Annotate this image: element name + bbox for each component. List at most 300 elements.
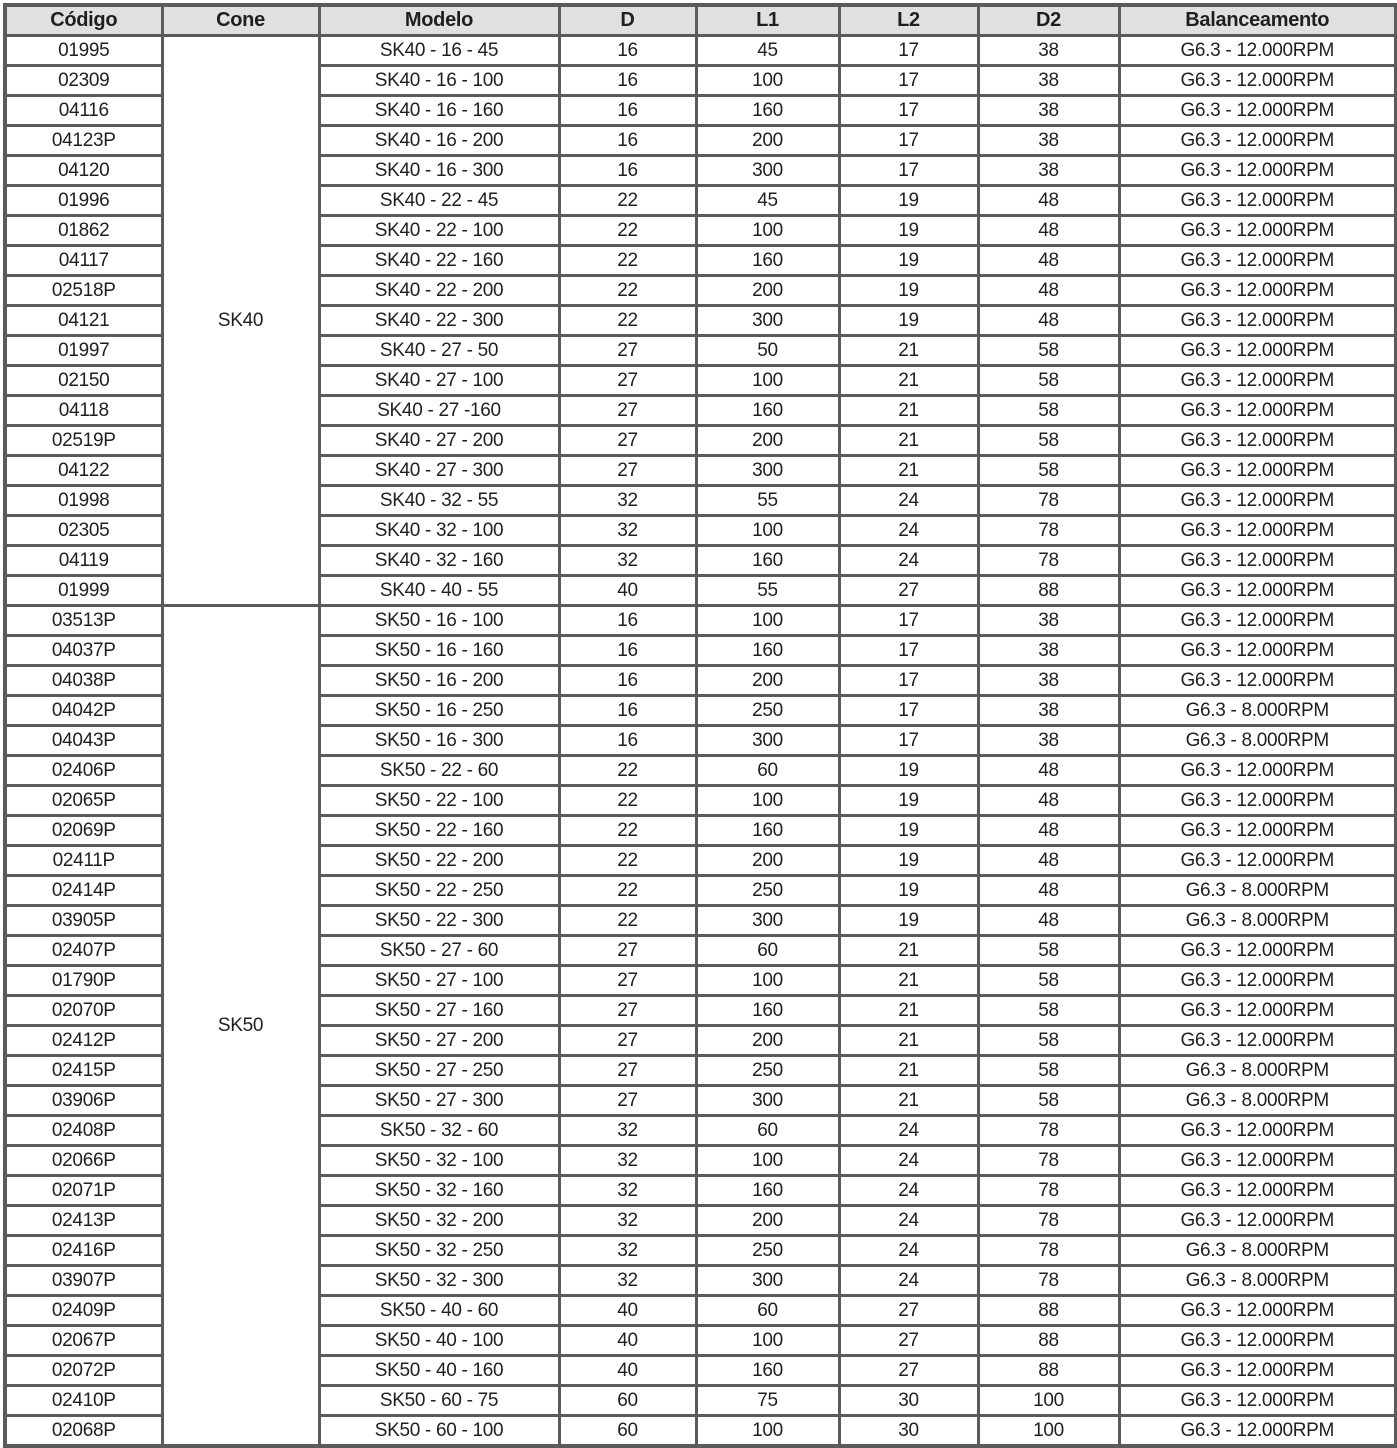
d-cell: 27 — [559, 1026, 696, 1056]
modelo-cell: SK50 - 22 - 250 — [319, 876, 559, 906]
codigo-cell: 02412P — [5, 1026, 162, 1056]
balanceamento-cell: G6.3 - 12.000RPM — [1119, 966, 1396, 996]
d-cell: 32 — [559, 1116, 696, 1146]
l1-cell: 300 — [696, 1086, 839, 1116]
balanceamento-cell: G6.3 - 8.000RPM — [1119, 876, 1396, 906]
l1-cell: 55 — [696, 576, 839, 606]
codigo-cell: 03906P — [5, 1086, 162, 1116]
codigo-cell: 02410P — [5, 1386, 162, 1416]
balanceamento-cell: G6.3 - 12.000RPM — [1119, 1146, 1396, 1176]
codigo-cell: 02067P — [5, 1326, 162, 1356]
d-cell: 27 — [559, 996, 696, 1026]
l2-cell: 24 — [839, 546, 978, 576]
d-cell: 22 — [559, 786, 696, 816]
d-cell: 16 — [559, 36, 696, 66]
codigo-cell: 02518P — [5, 276, 162, 306]
l2-cell: 19 — [839, 816, 978, 846]
balanceamento-cell: G6.3 - 12.000RPM — [1119, 1026, 1396, 1056]
d-cell: 32 — [559, 1176, 696, 1206]
balanceamento-cell: G6.3 - 12.000RPM — [1119, 1416, 1396, 1447]
l2-cell: 19 — [839, 246, 978, 276]
d-cell: 40 — [559, 1326, 696, 1356]
d-cell: 32 — [559, 1206, 696, 1236]
codigo-cell: 01862 — [5, 216, 162, 246]
l1-cell: 100 — [696, 1146, 839, 1176]
d2-cell: 78 — [978, 546, 1119, 576]
l1-cell: 60 — [696, 1296, 839, 1326]
l1-cell: 160 — [696, 636, 839, 666]
d2-cell: 48 — [978, 756, 1119, 786]
codigo-cell: 04123P — [5, 126, 162, 156]
balanceamento-cell: G6.3 - 12.000RPM — [1119, 1326, 1396, 1356]
d2-cell: 100 — [978, 1386, 1119, 1416]
l1-cell: 160 — [696, 1356, 839, 1386]
balanceamento-cell: G6.3 - 12.000RPM — [1119, 786, 1396, 816]
l2-cell: 24 — [839, 486, 978, 516]
codigo-cell: 04117 — [5, 246, 162, 276]
balanceamento-cell: G6.3 - 12.000RPM — [1119, 306, 1396, 336]
d2-cell: 78 — [978, 1176, 1119, 1206]
l2-cell: 21 — [839, 336, 978, 366]
l2-cell: 24 — [839, 1236, 978, 1266]
l2-cell: 17 — [839, 96, 978, 126]
d-cell: 22 — [559, 846, 696, 876]
codigo-cell: 01999 — [5, 576, 162, 606]
d2-cell: 88 — [978, 1356, 1119, 1386]
modelo-cell: SK50 - 32 - 300 — [319, 1266, 559, 1296]
table-row — [5, 36, 1396, 66]
codigo-cell: 01995 — [5, 36, 162, 66]
l2-cell: 24 — [839, 1176, 978, 1206]
balanceamento-cell: G6.3 - 12.000RPM — [1119, 546, 1396, 576]
l1-cell: 200 — [696, 846, 839, 876]
modelo-cell: SK50 - 27 - 200 — [319, 1026, 559, 1056]
balanceamento-cell: G6.3 - 12.000RPM — [1119, 1386, 1396, 1416]
modelo-cell: SK40 - 27 - 50 — [319, 336, 559, 366]
l2-cell: 21 — [839, 936, 978, 966]
modelo-cell: SK50 - 27 - 60 — [319, 936, 559, 966]
codigo-cell: 04038P — [5, 666, 162, 696]
codigo-cell: 02413P — [5, 1206, 162, 1236]
d-cell: 22 — [559, 186, 696, 216]
modelo-cell: SK50 - 16 - 100 — [319, 606, 559, 636]
d2-cell: 78 — [978, 1266, 1119, 1296]
codigo-cell: 04116 — [5, 96, 162, 126]
codigo-cell: 02519P — [5, 426, 162, 456]
d2-cell: 88 — [978, 576, 1119, 606]
l2-cell: 19 — [839, 756, 978, 786]
balanceamento-cell: G6.3 - 12.000RPM — [1119, 336, 1396, 366]
l1-cell: 50 — [696, 336, 839, 366]
d2-cell: 38 — [978, 636, 1119, 666]
modelo-cell: SK50 - 16 - 160 — [319, 636, 559, 666]
d-cell: 40 — [559, 1296, 696, 1326]
l2-cell: 19 — [839, 306, 978, 336]
modelo-cell: SK40 - 22 - 160 — [319, 246, 559, 276]
d-cell: 16 — [559, 66, 696, 96]
codigo-cell: 04121 — [5, 306, 162, 336]
codigo-cell: 02416P — [5, 1236, 162, 1266]
d2-cell: 48 — [978, 246, 1119, 276]
balanceamento-cell: G6.3 - 12.000RPM — [1119, 366, 1396, 396]
l1-cell: 100 — [696, 516, 839, 546]
modelo-cell: SK50 - 40 - 100 — [319, 1326, 559, 1356]
d2-cell: 38 — [978, 96, 1119, 126]
l1-cell: 300 — [696, 726, 839, 756]
balanceamento-cell: G6.3 - 12.000RPM — [1119, 1296, 1396, 1326]
l2-cell: 24 — [839, 1266, 978, 1296]
d-cell: 32 — [559, 1266, 696, 1296]
l2-cell: 19 — [839, 846, 978, 876]
l1-cell: 200 — [696, 126, 839, 156]
l2-cell: 17 — [839, 126, 978, 156]
modelo-cell: SK50 - 32 - 160 — [319, 1176, 559, 1206]
balanceamento-cell: G6.3 - 8.000RPM — [1119, 1056, 1396, 1086]
modelo-cell: SK40 - 16 - 45 — [319, 36, 559, 66]
l2-cell: 17 — [839, 606, 978, 636]
l2-cell: 17 — [839, 666, 978, 696]
balanceamento-cell: G6.3 - 12.000RPM — [1119, 666, 1396, 696]
header-d2: D2 — [978, 5, 1119, 36]
balanceamento-cell: G6.3 - 12.000RPM — [1119, 1356, 1396, 1386]
l2-cell: 27 — [839, 1356, 978, 1386]
l1-cell: 45 — [696, 186, 839, 216]
balanceamento-cell: G6.3 - 12.000RPM — [1119, 426, 1396, 456]
modelo-cell: SK50 - 22 - 300 — [319, 906, 559, 936]
l2-cell: 24 — [839, 1116, 978, 1146]
d-cell: 27 — [559, 1056, 696, 1086]
codigo-cell: 04119 — [5, 546, 162, 576]
codigo-cell: 02409P — [5, 1296, 162, 1326]
l2-cell: 19 — [839, 216, 978, 246]
balanceamento-cell: G6.3 - 12.000RPM — [1119, 186, 1396, 216]
l1-cell: 60 — [696, 936, 839, 966]
modelo-cell: SK50 - 27 - 250 — [319, 1056, 559, 1086]
d-cell: 22 — [559, 306, 696, 336]
codigo-cell: 02415P — [5, 1056, 162, 1086]
l1-cell: 160 — [696, 996, 839, 1026]
d-cell: 22 — [559, 906, 696, 936]
l1-cell: 160 — [696, 396, 839, 426]
modelo-cell: SK40 - 27 -160 — [319, 396, 559, 426]
codigo-cell: 04037P — [5, 636, 162, 666]
l1-cell: 100 — [696, 66, 839, 96]
d-cell: 16 — [559, 156, 696, 186]
d-cell: 16 — [559, 96, 696, 126]
codigo-cell: 03907P — [5, 1266, 162, 1296]
balanceamento-cell: G6.3 - 12.000RPM — [1119, 66, 1396, 96]
balanceamento-cell: G6.3 - 12.000RPM — [1119, 816, 1396, 846]
l1-cell: 250 — [696, 696, 839, 726]
l1-cell: 100 — [696, 1326, 839, 1356]
codigo-cell: 02066P — [5, 1146, 162, 1176]
d2-cell: 38 — [978, 606, 1119, 636]
l1-cell: 200 — [696, 1206, 839, 1236]
header-l1: L1 — [696, 5, 839, 36]
d-cell: 22 — [559, 756, 696, 786]
balanceamento-cell: G6.3 - 12.000RPM — [1119, 216, 1396, 246]
balanceamento-cell: G6.3 - 12.000RPM — [1119, 486, 1396, 516]
codigo-cell: 02407P — [5, 936, 162, 966]
d-cell: 16 — [559, 126, 696, 156]
d2-cell: 58 — [978, 426, 1119, 456]
l1-cell: 45 — [696, 36, 839, 66]
modelo-cell: SK40 - 32 - 100 — [319, 516, 559, 546]
d-cell: 22 — [559, 246, 696, 276]
modelo-cell: SK50 - 22 - 160 — [319, 816, 559, 846]
d2-cell: 38 — [978, 66, 1119, 96]
l2-cell: 19 — [839, 786, 978, 816]
d-cell: 27 — [559, 366, 696, 396]
d2-cell: 58 — [978, 936, 1119, 966]
l2-cell: 24 — [839, 1206, 978, 1236]
modelo-cell: SK50 - 27 - 100 — [319, 966, 559, 996]
product-spec-table — [3, 3, 1397, 1448]
d-cell: 32 — [559, 1146, 696, 1176]
balanceamento-cell: G6.3 - 12.000RPM — [1119, 846, 1396, 876]
l1-cell: 60 — [696, 756, 839, 786]
d2-cell: 100 — [978, 1416, 1119, 1447]
l1-cell: 75 — [696, 1386, 839, 1416]
modelo-cell: SK50 - 27 - 160 — [319, 996, 559, 1026]
balanceamento-cell: G6.3 - 8.000RPM — [1119, 696, 1396, 726]
d2-cell: 48 — [978, 816, 1119, 846]
l2-cell: 21 — [839, 996, 978, 1026]
d-cell: 27 — [559, 936, 696, 966]
d2-cell: 78 — [978, 516, 1119, 546]
balanceamento-cell: G6.3 - 8.000RPM — [1119, 726, 1396, 756]
l1-cell: 200 — [696, 1026, 839, 1056]
modelo-cell: SK40 - 27 - 200 — [319, 426, 559, 456]
modelo-cell: SK40 - 22 - 45 — [319, 186, 559, 216]
l1-cell: 300 — [696, 156, 839, 186]
d-cell: 16 — [559, 606, 696, 636]
header-codigo: Código — [5, 5, 162, 36]
d-cell: 60 — [559, 1416, 696, 1447]
l1-cell: 300 — [696, 906, 839, 936]
d-cell: 27 — [559, 966, 696, 996]
d2-cell: 58 — [978, 456, 1119, 486]
balanceamento-cell: G6.3 - 12.000RPM — [1119, 276, 1396, 306]
modelo-cell: SK50 - 16 - 250 — [319, 696, 559, 726]
l2-cell: 19 — [839, 876, 978, 906]
modelo-cell: SK50 - 40 - 60 — [319, 1296, 559, 1326]
l2-cell: 27 — [839, 1326, 978, 1356]
modelo-cell: SK40 - 22 - 200 — [319, 276, 559, 306]
d2-cell: 78 — [978, 1236, 1119, 1266]
d2-cell: 58 — [978, 966, 1119, 996]
codigo-cell: 02408P — [5, 1116, 162, 1146]
modelo-cell: SK50 - 16 - 200 — [319, 666, 559, 696]
codigo-cell: 04043P — [5, 726, 162, 756]
d2-cell: 38 — [978, 36, 1119, 66]
modelo-cell: SK50 - 22 - 200 — [319, 846, 559, 876]
l1-cell: 100 — [696, 606, 839, 636]
d2-cell: 38 — [978, 156, 1119, 186]
d-cell: 22 — [559, 276, 696, 306]
balanceamento-cell: G6.3 - 12.000RPM — [1119, 936, 1396, 966]
d2-cell: 78 — [978, 1116, 1119, 1146]
cone-cell: SK40 — [162, 36, 319, 606]
codigo-cell: 02069P — [5, 816, 162, 846]
balanceamento-cell: G6.3 - 12.000RPM — [1119, 756, 1396, 786]
d2-cell: 88 — [978, 1296, 1119, 1326]
balanceamento-cell: G6.3 - 12.000RPM — [1119, 156, 1396, 186]
balanceamento-cell: G6.3 - 12.000RPM — [1119, 996, 1396, 1026]
modelo-cell: SK50 - 22 - 60 — [319, 756, 559, 786]
d2-cell: 58 — [978, 366, 1119, 396]
modelo-cell: SK40 - 32 - 160 — [319, 546, 559, 576]
codigo-cell: 02070P — [5, 996, 162, 1026]
balanceamento-cell: G6.3 - 12.000RPM — [1119, 1206, 1396, 1236]
d-cell: 40 — [559, 576, 696, 606]
codigo-cell: 02406P — [5, 756, 162, 786]
balanceamento-cell: G6.3 - 8.000RPM — [1119, 1086, 1396, 1116]
codigo-cell: 01996 — [5, 186, 162, 216]
d-cell: 22 — [559, 216, 696, 246]
balanceamento-cell: G6.3 - 12.000RPM — [1119, 1116, 1396, 1146]
header-cone: Cone — [162, 5, 319, 36]
modelo-cell: SK50 - 16 - 300 — [319, 726, 559, 756]
modelo-cell: SK40 - 22 - 300 — [319, 306, 559, 336]
balanceamento-cell: G6.3 - 12.000RPM — [1119, 36, 1396, 66]
l1-cell: 160 — [696, 96, 839, 126]
l1-cell: 60 — [696, 1116, 839, 1146]
l1-cell: 250 — [696, 876, 839, 906]
d-cell: 40 — [559, 1356, 696, 1386]
d-cell: 27 — [559, 426, 696, 456]
l1-cell: 100 — [696, 366, 839, 396]
l1-cell: 250 — [696, 1236, 839, 1266]
d-cell: 27 — [559, 396, 696, 426]
l1-cell: 300 — [696, 306, 839, 336]
modelo-cell: SK40 - 27 - 300 — [319, 456, 559, 486]
codigo-cell: 02068P — [5, 1416, 162, 1447]
balanceamento-cell: G6.3 - 12.000RPM — [1119, 96, 1396, 126]
l1-cell: 55 — [696, 486, 839, 516]
d2-cell: 38 — [978, 726, 1119, 756]
l2-cell: 27 — [839, 1296, 978, 1326]
l2-cell: 21 — [839, 1056, 978, 1086]
modelo-cell: SK50 - 32 - 100 — [319, 1146, 559, 1176]
d2-cell: 78 — [978, 1146, 1119, 1176]
d-cell: 32 — [559, 486, 696, 516]
balanceamento-cell: G6.3 - 12.000RPM — [1119, 126, 1396, 156]
modelo-cell: SK50 - 60 - 75 — [319, 1386, 559, 1416]
balanceamento-cell: G6.3 - 12.000RPM — [1119, 1176, 1396, 1206]
codigo-cell: 01790P — [5, 966, 162, 996]
codigo-cell: 01998 — [5, 486, 162, 516]
d2-cell: 48 — [978, 216, 1119, 246]
modelo-cell: SK40 - 16 - 100 — [319, 66, 559, 96]
l2-cell: 17 — [839, 36, 978, 66]
l2-cell: 17 — [839, 636, 978, 666]
balanceamento-cell: G6.3 - 8.000RPM — [1119, 906, 1396, 936]
modelo-cell: SK50 - 32 - 200 — [319, 1206, 559, 1236]
balanceamento-cell: G6.3 - 8.000RPM — [1119, 1266, 1396, 1296]
d-cell: 32 — [559, 516, 696, 546]
d-cell: 32 — [559, 1236, 696, 1266]
modelo-cell: SK50 - 32 - 250 — [319, 1236, 559, 1266]
l2-cell: 19 — [839, 186, 978, 216]
header-l2: L2 — [839, 5, 978, 36]
balanceamento-cell: G6.3 - 12.000RPM — [1119, 456, 1396, 486]
d-cell: 16 — [559, 726, 696, 756]
l2-cell: 21 — [839, 966, 978, 996]
codigo-cell: 02411P — [5, 846, 162, 876]
balanceamento-cell: G6.3 - 12.000RPM — [1119, 396, 1396, 426]
l1-cell: 160 — [696, 816, 839, 846]
d-cell: 16 — [559, 636, 696, 666]
l1-cell: 100 — [696, 786, 839, 816]
d2-cell: 38 — [978, 666, 1119, 696]
l2-cell: 21 — [839, 366, 978, 396]
codigo-cell: 02309 — [5, 66, 162, 96]
modelo-cell: SK50 - 27 - 300 — [319, 1086, 559, 1116]
d2-cell: 58 — [978, 1086, 1119, 1116]
d2-cell: 58 — [978, 996, 1119, 1026]
codigo-cell: 02305 — [5, 516, 162, 546]
modelo-cell: SK50 - 60 - 100 — [319, 1416, 559, 1447]
balanceamento-cell: G6.3 - 12.000RPM — [1119, 516, 1396, 546]
l2-cell: 21 — [839, 1086, 978, 1116]
codigo-cell: 04120 — [5, 156, 162, 186]
l1-cell: 200 — [696, 426, 839, 456]
d-cell: 32 — [559, 546, 696, 576]
d2-cell: 48 — [978, 906, 1119, 936]
modelo-cell: SK50 - 32 - 60 — [319, 1116, 559, 1146]
d2-cell: 48 — [978, 306, 1119, 336]
d2-cell: 48 — [978, 276, 1119, 306]
balanceamento-cell: G6.3 - 8.000RPM — [1119, 1236, 1396, 1266]
d2-cell: 58 — [978, 336, 1119, 366]
cone-cell: SK50 — [162, 606, 319, 1447]
l2-cell: 21 — [839, 396, 978, 426]
d2-cell: 58 — [978, 1026, 1119, 1056]
modelo-cell: SK40 - 16 - 300 — [319, 156, 559, 186]
l2-cell: 27 — [839, 576, 978, 606]
modelo-cell: SK50 - 22 - 100 — [319, 786, 559, 816]
table-body — [5, 36, 1396, 1447]
l1-cell: 160 — [696, 1176, 839, 1206]
l1-cell: 100 — [696, 216, 839, 246]
l1-cell: 300 — [696, 456, 839, 486]
balanceamento-cell: G6.3 - 12.000RPM — [1119, 246, 1396, 276]
d-cell: 60 — [559, 1386, 696, 1416]
modelo-cell: SK40 - 16 - 160 — [319, 96, 559, 126]
l1-cell: 300 — [696, 1266, 839, 1296]
d-cell: 16 — [559, 696, 696, 726]
header-d: D — [559, 5, 696, 36]
d-cell: 16 — [559, 666, 696, 696]
modelo-cell: SK40 - 27 - 100 — [319, 366, 559, 396]
modelo-cell: SK40 - 16 - 200 — [319, 126, 559, 156]
codigo-cell: 02414P — [5, 876, 162, 906]
modelo-cell: SK40 - 32 - 55 — [319, 486, 559, 516]
balanceamento-cell: G6.3 - 12.000RPM — [1119, 606, 1396, 636]
codigo-cell: 02072P — [5, 1356, 162, 1386]
l1-cell: 100 — [696, 1416, 839, 1447]
table-row — [5, 606, 1396, 636]
balanceamento-cell: G6.3 - 12.000RPM — [1119, 636, 1396, 666]
l2-cell: 21 — [839, 1026, 978, 1056]
codigo-cell: 02150 — [5, 366, 162, 396]
modelo-cell: SK40 - 22 - 100 — [319, 216, 559, 246]
codigo-cell: 04118 — [5, 396, 162, 426]
d2-cell: 38 — [978, 126, 1119, 156]
codigo-cell: 02065P — [5, 786, 162, 816]
l2-cell: 17 — [839, 726, 978, 756]
